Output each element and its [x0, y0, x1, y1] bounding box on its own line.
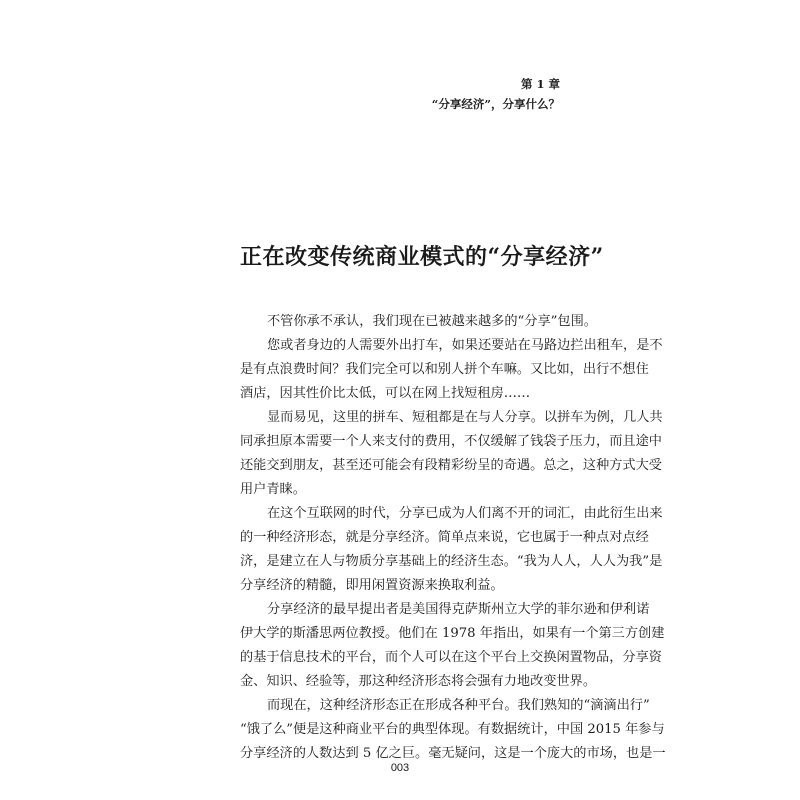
chapter-title: “分享经济”，分享什么？ [431, 97, 560, 111]
text-line: 在这个互联网的时代，分享已成为人们离不开的词汇，由此衍生出来 [267, 506, 663, 521]
page-number: 003 [390, 762, 410, 774]
text-line: 您或者身边的人需要外出打车，如果还要站在马路边拦出租车，是不 [267, 338, 663, 353]
text-line: 分享经济的精髓，即用闲置资源来换取利益。 [240, 578, 504, 593]
text-line: 是有点浪费时间？我们完全可以和别人拼个车嘛。又比如，出行不想住 [240, 362, 649, 377]
text-line: 还能交到朋友，甚至还可能会有段精彩纷呈的奇遇。总之，这种方式大受 [240, 458, 662, 473]
text-line: 用户青睐。 [240, 482, 306, 497]
text-line: 伊大学的斯潘思两位教授。他们在 1978 年指出，如果有一个第三方创建 [240, 626, 665, 641]
text-line: 的一种经济形态，就是分享经济。简单点来说，它也属于一种点对点经 [240, 530, 649, 545]
text-line: 不管你承不承认，我们现在已被越来越多的“分享”包围。 [267, 314, 597, 329]
text-line: 的基于信息技术的平台，而个人可以在这个平台上交换闲置物品，分享资 [240, 650, 662, 665]
text-line: 同承担原本需要一个人来支付的费用，不仅缓解了钱袋子压力，而且途中 [240, 434, 662, 449]
text-line: 济，是建立在人与物质分享基础上的经济生态。“我为人人，人人为我”是 [240, 554, 663, 569]
section-title: 正在改变传统商业模式的“分享经济” [240, 244, 604, 270]
running-header [432, 74, 560, 114]
text-line: 显而易见，这里的拼车、短租都是在与人分享。以拼车为例，几人共 [267, 410, 663, 425]
body-text [240, 310, 666, 766]
text-line: 而现在，这种经济形态正在形成各种平台。我们熟知的“滴滴出行” [267, 698, 650, 713]
text-line: “饿了么”便是这种商业平台的典型体现。有数据统计，中国 2015 年参与 [240, 722, 665, 737]
text-line: 分享经济的人数达到 5 亿之巨。毫无疑问，这是一个庞大的市场，也是一 [240, 746, 666, 761]
text-line: 分享经济的最早提出者是美国得克萨斯州立大学的菲尔逊和伊利诺 [267, 602, 650, 617]
text-line: 酒店，因其性价比太低，可以在网上找短租房…… [240, 386, 531, 401]
text-line: 金、知识、经验等，那这种经济形态将会强有力地改变世界。 [240, 674, 597, 689]
chapter-number: 第 1 章 [520, 77, 560, 91]
